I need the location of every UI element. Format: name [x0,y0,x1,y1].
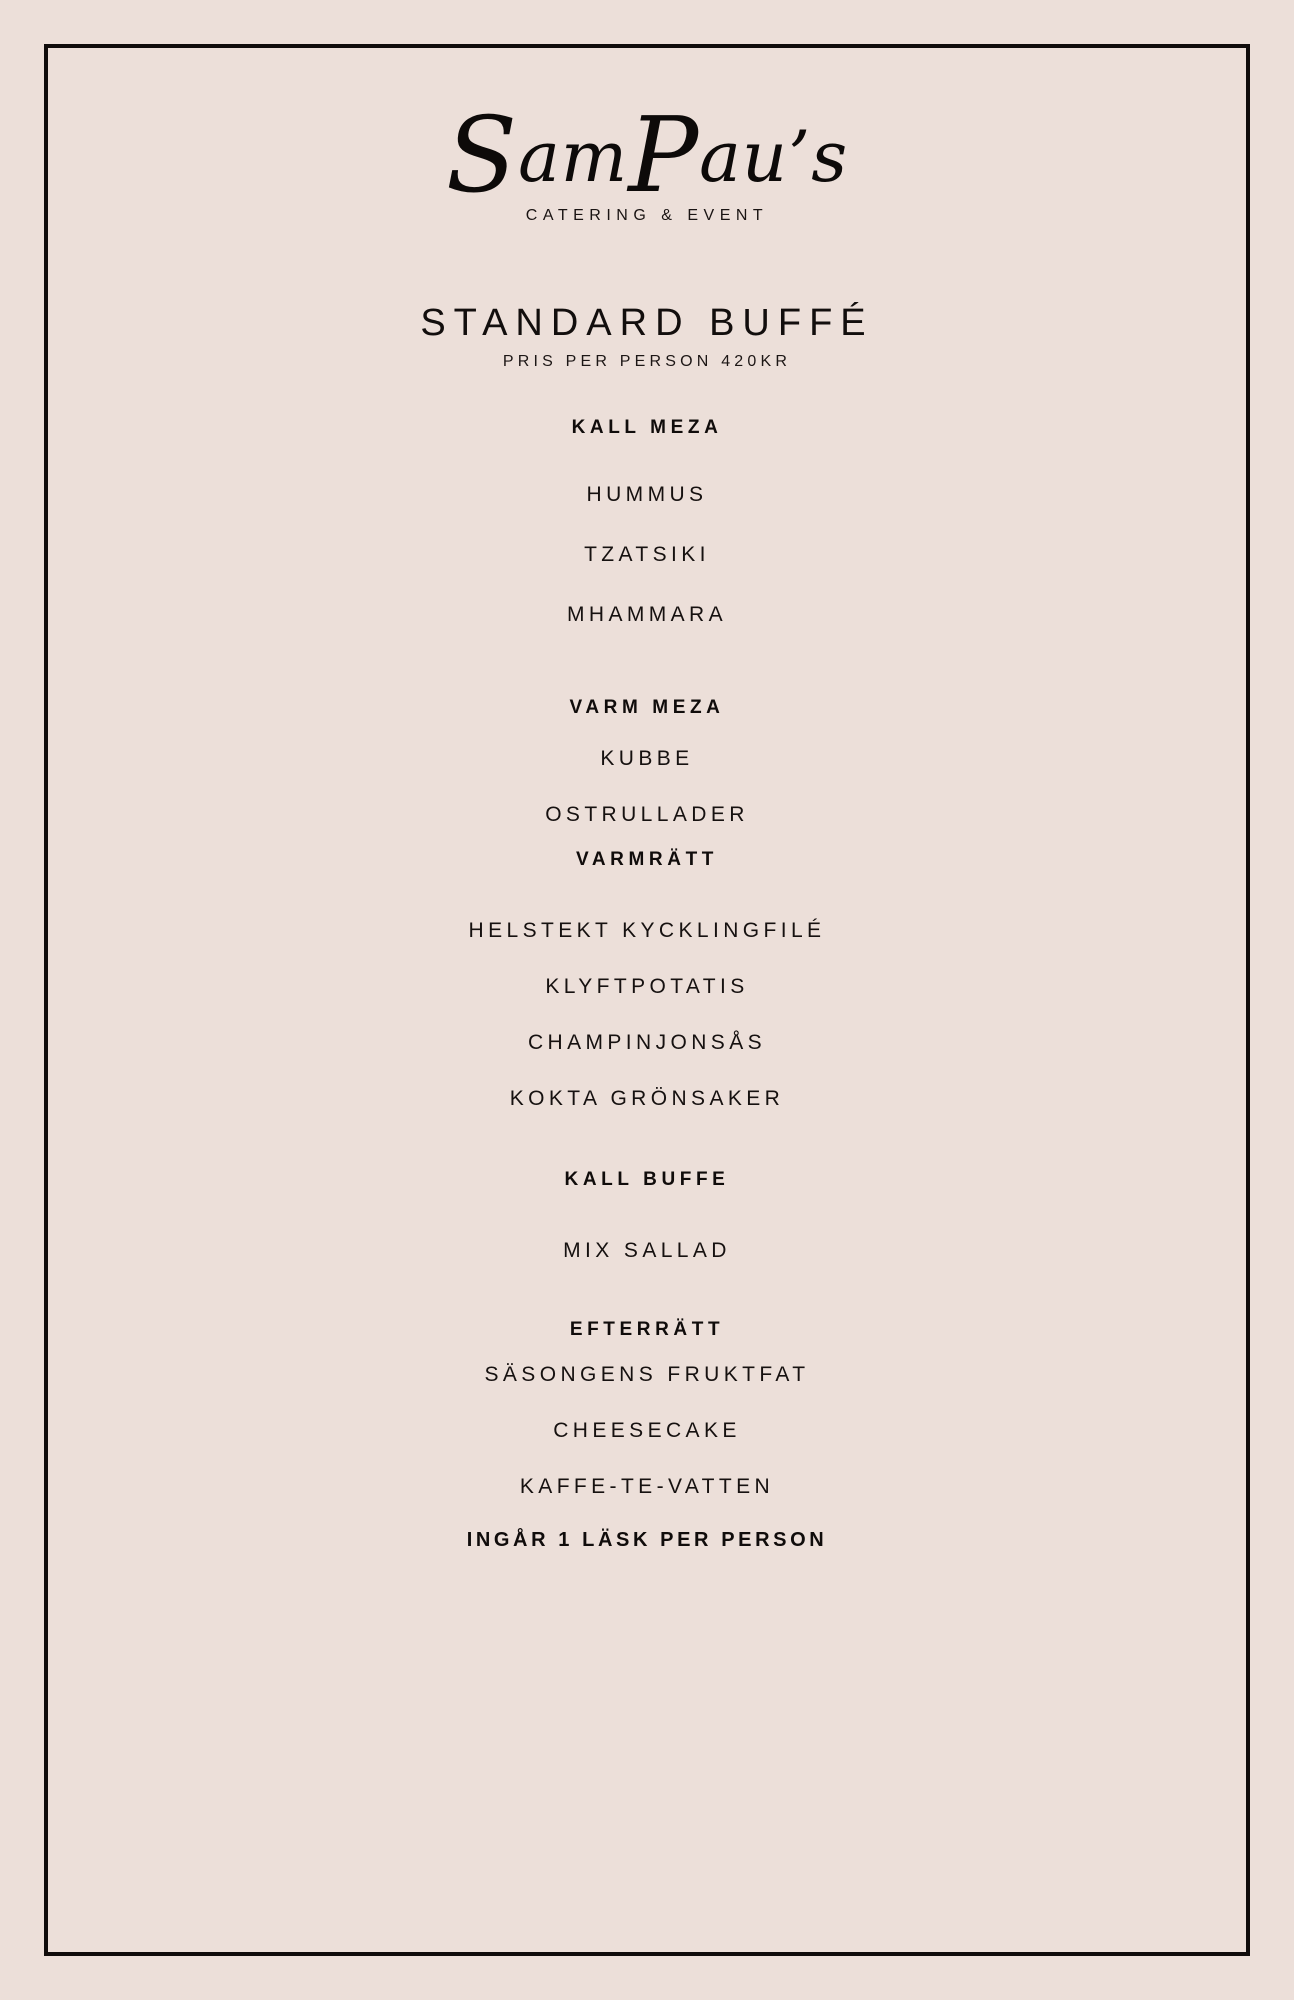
menu-item: HELSTEKT KYCKLINGFILÉ [468,919,826,943]
menu-sections [108,417,1186,1499]
page-title: STANDARD BUFFÉ [420,301,874,344]
menu-section [108,417,1186,627]
menu-item: KOKTA GRÖNSAKER [509,1087,785,1111]
menu-section [108,1169,1186,1263]
menu-item: KUBBE [600,747,694,771]
menu-title-block [108,303,1186,372]
section-heading: VARMRÄTT [576,849,718,871]
menu-item: MIX SALLAD [563,1239,731,1263]
logo-letter-p: P [628,94,700,216]
menu-section [108,849,1186,1111]
menu-item: TZATSIKI [584,543,710,567]
menu-item: CHEESECAKE [553,1419,741,1443]
menu-item: KLYFTPOTATIS [545,975,749,999]
menu-section [108,1319,1186,1499]
section-heading: KALL MEZA [571,417,723,439]
page-border-frame [44,44,1250,1956]
menu-item: CHAMPINJONSÅS [527,1031,767,1055]
logo-text-am: am [518,116,629,198]
section-items [108,483,1186,627]
logo-letter-s: S [445,94,519,216]
section-heading: EFTERRÄTT [569,1319,725,1341]
menu-price: PRIS PER PERSON 420KR [502,353,792,371]
menu-item: HUMMUS [586,483,708,507]
logo-tagline: CATERING & EVENT [525,206,769,224]
menu-item: MHAMMARA [566,603,728,627]
section-heading: VARM MEZA [569,697,725,719]
section-heading: KALL BUFFE [564,1169,730,1191]
menu-content [48,48,1246,1952]
menu-item: SÄSONGENS FRUKTFAT [484,1363,810,1387]
menu-footer-note: INGÅR 1 LÄSK PER PERSON [466,1529,828,1552]
section-items [108,919,1186,1111]
menu-item: KAFFE-TE-VATTEN [519,1475,775,1499]
menu-section [108,697,1186,827]
menu-item: OSTRULLADER [545,803,749,827]
brand-logo [108,94,1186,225]
section-items [108,1239,1186,1263]
section-items [108,747,1186,827]
section-items [108,1363,1186,1499]
logo-text-aus: au’s [699,116,849,198]
